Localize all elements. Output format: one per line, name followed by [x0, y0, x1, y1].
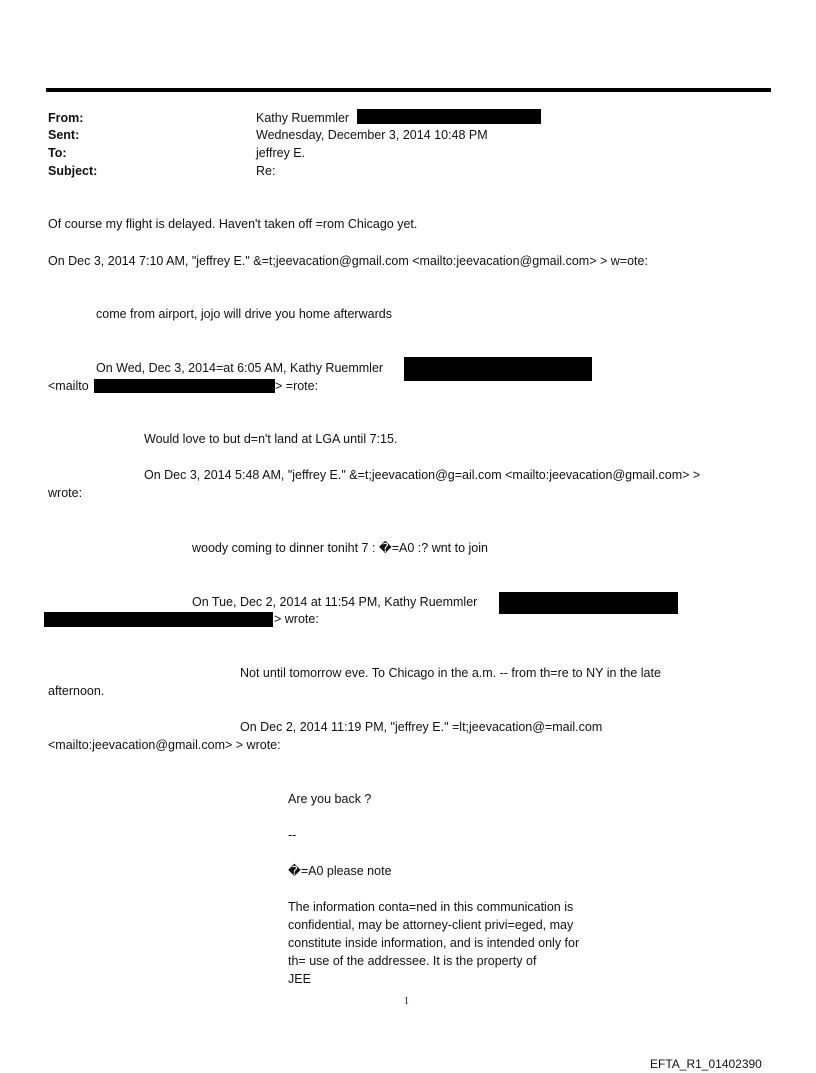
- body-line: Are you back ?: [288, 792, 372, 806]
- redaction-block: [94, 379, 275, 393]
- body-line: Would love to but d=n't land at LGA until 7:15.: [144, 432, 398, 446]
- body-line: Not until tomorrow eve. To Chicago in the a.m. -- from th=re to NY in the late: [240, 666, 661, 680]
- to-label: To:: [48, 146, 67, 160]
- body-line: woody coming to dinner toniht 7 : �=A0 :? wnt to join: [192, 541, 488, 555]
- sent-value: Wednesday, December 3, 2014 10:48 PM: [256, 128, 488, 142]
- body-line: afternoon.: [48, 684, 105, 698]
- subject-label: Subject:: [48, 164, 98, 178]
- body-line: The information conta=ned in this communication is: [288, 900, 574, 914]
- redaction-block: [357, 109, 541, 124]
- body-line: On Dec 2, 2014 11:19 PM, "jeffrey E." =lt;jeevacation@=mail.com: [240, 720, 603, 734]
- from-value: Kathy Ruemmler: [256, 111, 350, 125]
- body-line: <mailto: [48, 379, 89, 393]
- body-line: confidential, may be attorney-client privi=eged, may: [288, 918, 574, 932]
- body-line: wrote:: [48, 486, 83, 500]
- body-line: > =rote:: [275, 379, 319, 393]
- body-line: On Wed, Dec 3, 2014=at 6:05 AM, Kathy Ruemmler: [96, 361, 384, 375]
- body-line: <mailto:jeevacation@gmail.com> > wrote:: [48, 738, 281, 752]
- body-line: Of course my flight is delayed. Haven't taken off =rom Chicago yet.: [48, 217, 418, 231]
- body-line: th= use of the addressee. It is the property of: [288, 954, 537, 968]
- sent-label: Sent:: [48, 128, 80, 142]
- body-line: On Dec 3, 2014 7:10 AM, "jeffrey E." &=t;jeevacation@gmail.com <mailto:jeevacation@gmail.com> > w=ote:: [48, 254, 648, 268]
- body-line: --: [288, 828, 297, 842]
- body-line: constitute inside information, and is intended only for: [288, 936, 580, 950]
- page-number: 1: [404, 996, 409, 1007]
- body-line: > wrote:: [274, 612, 319, 626]
- body-line: come from airport, jojo will drive you home afterwards: [96, 307, 392, 321]
- document-id: EFTA_R1_01402390: [650, 1057, 762, 1071]
- to-value: jeffrey E.: [256, 146, 306, 160]
- redaction-block: [499, 592, 678, 614]
- redaction-block: [44, 612, 273, 627]
- body-line: On Tue, Dec 2, 2014 at 11:54 PM, Kathy Ruemmler: [192, 595, 478, 609]
- header-rule: [46, 88, 771, 92]
- body-line: �=A0 please note: [288, 864, 392, 878]
- from-label: From:: [48, 111, 84, 125]
- subject-value: Re:: [256, 164, 276, 178]
- redaction-block: [404, 357, 592, 381]
- body-line: On Dec 3, 2014 5:48 AM, "jeffrey E." &=t;jeevacation@g=ail.com <mailto:jeevacation@gmail.com> >: [144, 468, 701, 482]
- body-line: JEE: [288, 972, 311, 986]
